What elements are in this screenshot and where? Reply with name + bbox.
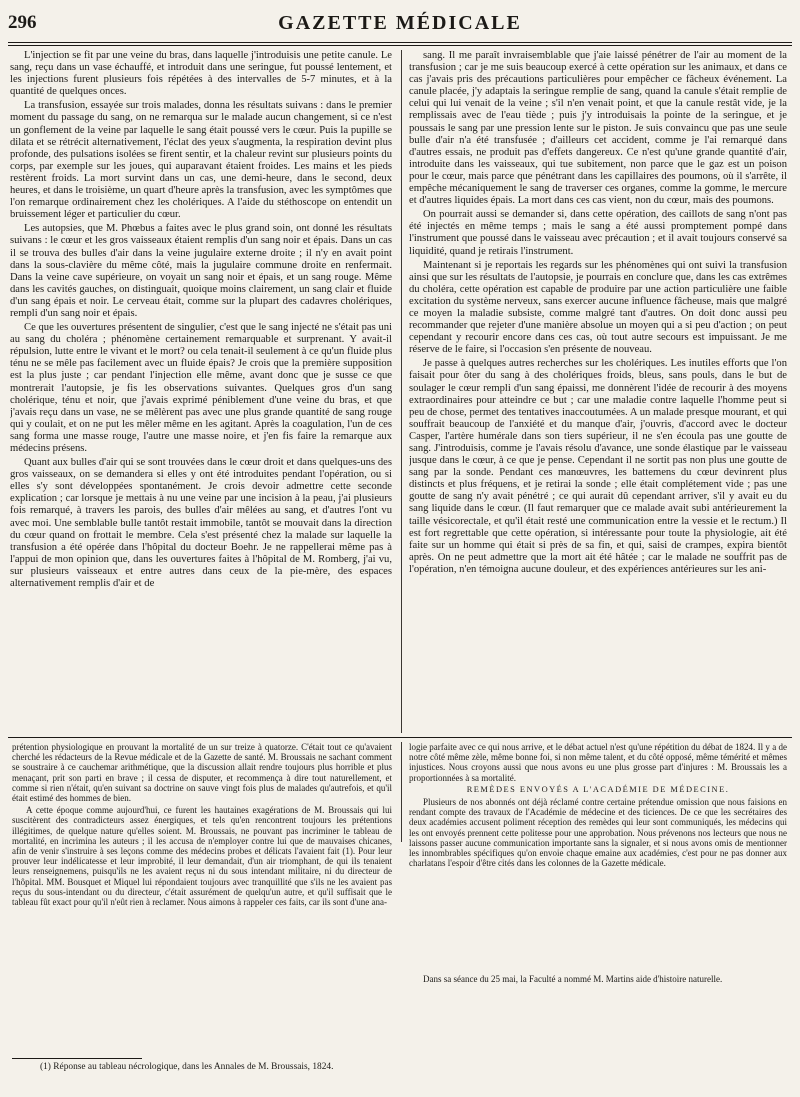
journal-title: GAZETTE MÉDICALE [278,12,522,34]
feuilleton-column-left [12,742,392,1052]
paragraph: La transfusion, essayée sur trois malades, donna les résultats suivans : dans le premier moment du passage du sang, on ne remarqua sur le malade aucun changement, si ce n'est un gonflement de la veine par laquelle le sang était poussé vers le cœur. Puis la pupille se dilata et se rétrécit alternativement, l'éclat des yeux s'augmenta, la respiration devint plus profonde, des pulsations isolées se firent sentir, et la chaleur revint sur plusieurs points du corps, par exemple sur les joues, qui auparavant étaient froides. Les mains et les pieds restèrent froids. La mort survint dans un cas, une demi-heure, dans le second, deux heures, et dans le troisième, un quart d'heure après la transfusion, avec les symptômes que l'on remarque ordinairement chez les cholériques. A l'aide du stéthoscope on entendit un bruissement léger et particulier du cœur. [10,100,392,221]
section-divider [8,737,792,738]
paragraph: On pourrait aussi se demander si, dans cette opération, des caillots de sang n'ont pas été injectés en même temps ; mais le sang a été aussi promptement pompé dans l'instrument que poussé dans le vaisseau avec précaution ; et il avait toujours conservé sa liquidité, quand je retirais l'instrument. [409,209,787,257]
feuilleton-column-right [409,742,787,1042]
paragraph: L'injection se fit par une veine du bras, dans laquelle j'introduisis une petite canule. Le sang, reçu dans un vase échauffé, et introduit dans une seringue, fut poussé lentement, et les injections furent plusieurs fois répétées à des intervalles de 5-7 minutes, et à la quantité de quelques onces. [10,50,392,98]
page-header [8,12,792,38]
paragraph: prétention physiologique en prouvant la mortalité de un sur treize à quatorze. C'était tout ce qu'avaient cherché les rédacteurs de la Revue médicale et de la Gazette de santé. M. Broussais ne sachant comment se soustraire à ce cauchemar arithmétique, que la discussion allait rendre toujours plus horrible et plus menaçant, prit son parti en brave ; il cessa de disputer, et recommença à dire tout naturellement, et comme si rien n'était, qu'en suivant sa doctrine on sauve vingt fois plus de malades qu'autrefois, et qu'il était estimé des hommes de bien. [12,742,392,804]
column-divider [401,50,402,733]
paragraph: A cette époque comme aujourd'hui, ce furent les hautaines exagérations de M. Broussais qui lui suscitèrent des contradicteurs assez énergiques, et tels qu'en rencontrent toujours les prétentions illégitimes, de quelque nature qu'elles soient. M. Broussais, ne pouvant pas incriminer le tableau de mortalité, en incrimina les auteurs ; il les accusa de n'employer contre lui que de mauvaises chicanes, afin de venir s'instruire à ses leçons comme des médecins probes et délicats l'avaient fait (1). Pour leur prouver leur indélicatesse et leur improbité, il leur demandait, d'un air triomphant, de qui ils tenaient leurs renseignemens, puisqu'ils ne les avaient reçus ni du sous intendant militaire, ni du directeur de l'hôpital. MM. Bousquet et Miquel lui répondaient toujours avec tranquillité que s'ils ne les avaient pas reçus du sous-intendant ou du directeur, c'était assurément de quelqu'un autre, et qu'il suffisait que le tableau fût exact pour qu'il n'eût rien à reclamer. Nous aimons à rappeler ces faits, car ils sont d'une ana- [12,805,392,908]
news-note: Dans sa séance du 25 mai, la Faculté a nommé M. Martins aide d'histoire naturelle. [423,974,723,985]
column-divider-lower [401,742,402,842]
header-rule-thin [8,45,792,46]
article-column-right [409,50,787,733]
paragraph: Je passe à quelques autres recherches sur les cholériques. Les inutiles efforts que l'on faisait pour ôter du sang à des cholériques froids, bleus, sans pouls, dans le but de soulager le cœur rempli d'un sang épaissi, me donnèrent l'idée de recourir à des moyens extraordinaires pour atteindre ce but ; car une maladie contre laquelle l'homme peut si peu de chose, permet des tentatives inaccoutumées. A un malade presque mourant, et qui souffrait beaucoup de l'anxiété et du manque d'air, j'ouvris, d'accord avec le docteur Casper, l'artère humérale dans son tiers supérieur, il ne s'en écoula pas une goutte de sang. J'introduisis, comme je l'avais résolu d'avance, une sonde élastique par le vaisseau jusque dans le cœur, à ce que je pense. Cependant il ne sortit pas non plus une goutte de sang par la sonde. Pendant ces manœuvres, les battemens du cœur devinrent plus distincts et plus fréquens, et je retirai la sonde ; elle était complétement vide ; pas une goutte de sang n'y avait pénétré ; ce qui aurait dû cependant arriver, s'il y avait eu du sang liquide dans le cœur. (Il faut remarquer que ce malade avait subi antérieurement la taille vésicorectale, et qu'il était resté une communication entre la vessie et le rectum.) Il est fort regrettable que cette opération, si intéressante pour toute la physiologie, ait été faite sur un homme qui était si près de sa fin, et qui, saisi de crampes, expira bientôt après. On ne peut admettre que la mort ait été hâtée ; car le malade ne souffrit pas de l'opération, n'en témoigna aucune douleur, et des expériences antérieures sur les ani- [409,358,787,575]
page-number: 296 [8,12,37,33]
section-heading: REMÈDES ENVOYÉS A L'ACADÉMIE DE MÉDECINE. [466,784,730,794]
article-column-left [10,50,392,733]
paragraph: logie parfaite avec ce qui nous arrive, et le débat actuel n'est qu'une répétition du débat de 1824. Il y a de notre côté même zèle, même bonne foi, si non même talent, et du côté opposé, même témérité et mêmes injustices. Nous croyons aussi que nous avons eu une plus grosse part d'injures : M. Broussais les a proportionnées à sa mortalité. [409,742,787,783]
paragraph: Maintenant si je reportais les regards sur les phénomènes qui ont suivi la transfusion ainsi que sur les résultats de l'autopsie, je pourrais en conclure que, dans les cas extrêmes du choléra, cette opération est capable de produire par une action particulière une faible excitation du système nerveux, sans exercer aucune influence fâcheuse, mais que malgré ce moyen la maladie subsiste, comme malgré tant d'autres. On doit donc aussi peu recommander que rejeter d'une manière absolue un moyen qui a si peu d'action ; on peut cependant y recourir encore dans ces cas, où tout autre secours est impuissant. Je me réserve de le faire, si l'occasion s'en présente de nouveau. [409,259,787,356]
paragraph: Les autopsies, que M. Phœbus a faites avec le plus grand soin, ont donné les résultats suivans : le cœur et les gros vaisseaux étaient remplis d'un sang noir et épais. Dans un cas il se trouva des bulles d'air dans la veine jugulaire externe droite ; il n'y en avait point dans la sous-clavière du même côté, mais la jugulaire commune droite en renfermait. Dans la veine cave supérieure, on voyait un sang noir et épais, et un sang rouge. Même dans les cavités gauches, on distinguait, quoique moins clairement, un sang clair et fluide d'un sang épais et noir. Le cerveau était, comme sur la plupart des cadavres cholériques, rempli d'un sang noir et épais. [10,223,392,319]
footnote: (1) Réponse au tableau nécrologique, dans les Annales de M. Broussais, 1824. [40,1062,334,1072]
paragraph: Quant aux bulles d'air qui se sont trouvées dans le cœur droit et dans quelques-uns des gros vaisseaux, on se demandera si elles y ont été introduites pendant l'opération, ou si elles s'y sont développées spontanément. Je crois devoir admettre cette seconde explication ; car lorsque je mettais à nu une veine par une incision à la peau, j'ai plusieurs fois remarqué, à travers les parois, des bulles d'air mêlées au sang, et d'autres l'ont vu avec moi. Une semblable bulle tantôt restait immobile, tantôt se mouvait dans la direction du cœur quand on frottait le membre. Cela s'est présenté chez la malade sur laquelle la transfusion a été opérée dans l'hôpital du docteur Boehr. Je ne rappellerai même pas à l'appui de mon opinion que, dans les ouvertures faites à l'hôpital de M. Romberg, j'ai vu, sur plusieurs vaisseaux et entre autres dans ceux de la pie-mère, des espaces alternativement remplis d'air et de [10,457,392,590]
footnote-rule [12,1058,142,1059]
paragraph: Plusieurs de nos abonnés ont déjà réclamé contre certaine prétendue omission que nous faisions en rendant compte des travaux de l'Académie de médecine et des ticiences. De ce que les secrétaires des deux académies accusent poliment réception des remèdes qui leur sont communiqués, les médecins qui les ont envoyés prennent cette politesse pour une approbation. Nous prévenons nos lecteurs que nous ne laissons passer aucune communication importante sans la signaler, et si nous avons omis de mentionner les innombrables spécifiques qu'on envoie chaque emaine aux académies, c'est pour ne pas donner aux charlatans l'espoir d'être cités dans les colonnes de la Gazette médicale. [409,797,787,869]
paragraph: Ce que les ouvertures présentent de singulier, c'est que le sang injecté ne s'était pas uni au sang du choléra ; phénomène certainement remarquable et surprenant. Y avait-il répulsion, lutte entre le vivant et le mort? ou cela tenait-il seulement à ce qu'un fluide plus ténu ne se mêle pas facilement avec un fluide épais? Je crois que la première supposition est la plus juste ; car pendant l'injection elle même, avant donc que je susse ce que montrerait l'autopsie, je fis les observations suivantes. Quelques gros d'un sang cholérique, ténu et noir, que j'avais exprimé péniblement d'une veine du bras, et que j'avais reçu dans un vase, ne se mêlèrent pas avec une plus grande quantité de sang rouge qui y coulait, et on ne put les mêler même en les agitant. Après la coagulation, l'un de ces sang forma une masse rouge, l'autre une masse noire, et j'en fis faire la remarque aux médecins présens. [10,322,392,454]
paragraph: sang. Il me paraît invraisemblable que j'aie laissé pénétrer de l'air au moment de la transfusion ; car je me suis beaucoup exercé à cette opération sur les animaux, et dans ce cas j'avais pris des précautions particulières pour empêcher ce fâcheux événement. La canule placée, j'y adaptais la seringue remplie de sang, quand la canule s'était remplie de celui qui lui venait de la veine ; s'il n'en venait point, et que la canule restât vide, je la remplissais avec de l'eau tiède ; puis j'y introduisais la pointe de la seringue, et je poussais le sang par une pression lente sur le piston. Je suis convaincu que pas une seule bulle d'air n'a été transfusée ; d'ailleurs cet accident, comme je l'ai remarqué dans d'autres essais, ne produit pas d'effets dangereux. Ce n'est qu'une grande quantité d'air, introduite dans les vaisseaux, qui tue subitement, non parce que le gaz est un poison pour le cœur, mais parce que pénétrant dans les capillaires des poumons, où il s'arrête, il empêche mécaniquement le sang de traverser ces organes, comme la gomme, le mercure et d'autres liquides épais. La mort dans ces cas vient, non du cœur, mais des poumons. [409,50,787,207]
header-rule [8,42,792,43]
